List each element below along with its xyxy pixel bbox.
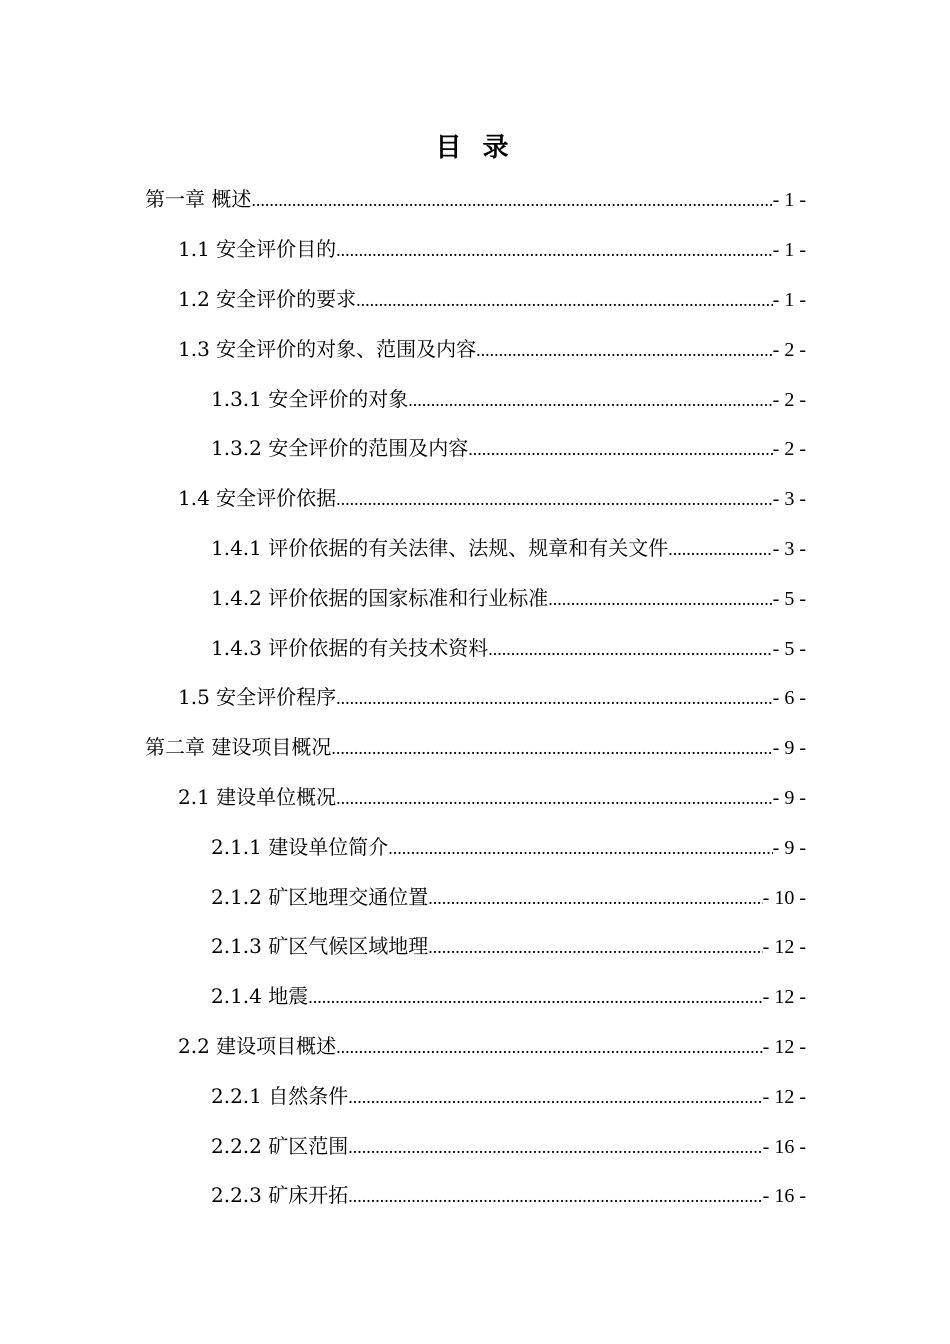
toc-entry-text: 1.3.1 安全评价的对象 [211,386,409,411]
toc-entry[interactable] [0,524,950,574]
toc-entry-line [211,434,806,463]
toc-page-number: - 6 - [772,687,806,710]
toc-entry-text: 2.1.3 矿区气候区域地理 [211,934,429,959]
toc-entry-line [211,584,806,613]
toc-entry-line [178,235,806,264]
toc-page-number: - 2 - [772,338,806,361]
toc-page-number: - 3 - [772,537,806,560]
toc-page-number: - 10 - [762,886,806,909]
toc-page-number: - 1 - [772,239,806,262]
toc-entry-text: 2.2.3 矿床开拓 [211,1183,349,1208]
toc-entry[interactable] [0,822,950,872]
toc-entry-line [178,335,806,364]
toc-entry[interactable] [0,573,950,623]
toc-page-number: - 3 - [772,488,806,511]
toc-entry-line [211,932,806,961]
toc-entry[interactable] [0,1121,950,1171]
toc-page-number: - 9 - [772,786,806,809]
toc-page-number: - 12 - [762,1085,806,1108]
toc-entry-line [178,783,806,812]
toc-entry-text: 1.3 安全评价的对象、范围及内容 [178,336,477,361]
toc-page-number: - 16 - [762,1135,806,1158]
toc-dot-leader [548,585,772,613]
toc-dot-leader [408,386,772,414]
toc-entry-text: 第二章 建设项目概况 [145,735,332,760]
toc-entry[interactable] [0,872,950,922]
toc-entry-line [178,683,806,712]
toc-dot-leader [336,784,773,812]
toc-entry-text: 2.1.4 地震 [211,984,309,1009]
toc-page-number: - 2 - [772,438,806,461]
toc-entry[interactable] [0,1071,950,1121]
toc-dot-leader [308,983,762,1011]
toc-entry-line [211,534,806,563]
toc-entry-text: 2.1.1 建设单位简介 [211,834,389,859]
toc-page-number: - 16 - [762,1185,806,1208]
toc-page-number: - 12 - [762,936,806,959]
toc-entry-line [178,285,806,314]
toc-entry[interactable] [0,175,950,225]
toc-entry-line [211,385,806,414]
toc-dot-leader [428,933,762,961]
toc-entry-line [211,883,806,912]
toc-entry[interactable] [0,972,950,1022]
toc-entry[interactable] [0,623,950,673]
toc-entry-line [178,484,806,513]
table-of-contents [0,175,950,1221]
toc-entry-line [211,1132,806,1161]
toc-dot-leader [348,1083,762,1111]
toc-page-number: - 12 - [762,986,806,1009]
toc-entry[interactable] [0,324,950,374]
toc-dot-leader [336,1033,763,1061]
toc-entry[interactable] [0,723,950,773]
toc-entry-text: 1.1 安全评价目的 [178,237,337,262]
toc-entry[interactable] [0,673,950,723]
toc-dot-leader [336,485,773,513]
toc-entry-line [211,982,806,1011]
toc-page-number: - 5 - [772,637,806,660]
toc-dot-leader [336,236,773,264]
toc-page-number: - 2 - [772,388,806,411]
toc-entry[interactable] [0,922,950,972]
toc-entry-text: 2.2.2 矿区范围 [211,1133,349,1158]
toc-entry-text: 1.4.3 评价依据的有关技术资料 [211,635,489,660]
toc-entry-line [145,733,806,762]
toc-dot-leader [468,435,772,463]
toc-entry-text: 2.2.1 自然条件 [211,1083,349,1108]
toc-dot-leader [476,336,773,364]
toc-dot-leader [668,535,772,563]
toc-page-number: - 9 - [772,836,806,859]
toc-entry-line [211,634,806,663]
toc-page-number: - 9 - [772,737,806,760]
toc-dot-leader [356,286,773,314]
toc-page-number: - 5 - [772,587,806,610]
toc-entry[interactable] [0,1171,950,1221]
toc-entry-text: 1.5 安全评价程序 [178,685,337,710]
toc-entry-text: 1.2 安全评价的要求 [178,286,357,311]
toc-entry-line [145,185,806,214]
toc-entry-line [211,1082,806,1111]
toc-entry[interactable] [0,474,950,524]
toc-page-number: - 12 - [762,1035,806,1058]
toc-entry[interactable] [0,773,950,823]
toc-entry[interactable] [0,225,950,275]
toc-entry-text: 1.4.2 评价依据的国家标准和行业标准 [211,585,549,610]
toc-entry-line [178,1032,806,1061]
toc-entry-text: 第一章 概述 [145,187,252,212]
toc-entry[interactable] [0,275,950,325]
toc-entry[interactable] [0,1022,950,1072]
toc-page-number: - 1 - [772,189,806,212]
toc-entry-text: 1.3.2 安全评价的范围及内容 [211,436,469,461]
toc-entry-text: 2.1.2 矿区地理交通位置 [211,884,429,909]
toc-dot-leader [348,1133,762,1161]
toc-dot-leader [331,734,772,762]
toc-entry-line [211,1181,806,1210]
toc-entry-text: 1.4.1 评价依据的有关法律、法规、规章和有关文件 [211,535,669,560]
toc-entry[interactable] [0,374,950,424]
toc-dot-leader [428,884,762,912]
toc-dot-leader [336,684,773,712]
toc-entry-line [211,833,806,862]
toc-dot-leader [348,1182,762,1210]
toc-entry[interactable] [0,424,950,474]
toc-entry-text: 2.2 建设项目概述 [178,1033,337,1058]
toc-dot-leader [488,635,772,663]
toc-title: 目 录 [435,133,515,163]
toc-dot-leader [251,186,772,214]
toc-entry-text: 1.4 安全评价依据 [178,486,337,511]
toc-dot-leader [388,834,772,862]
toc-entry-text: 2.1 建设单位概况 [178,784,337,809]
toc-page-number: - 1 - [772,288,806,311]
